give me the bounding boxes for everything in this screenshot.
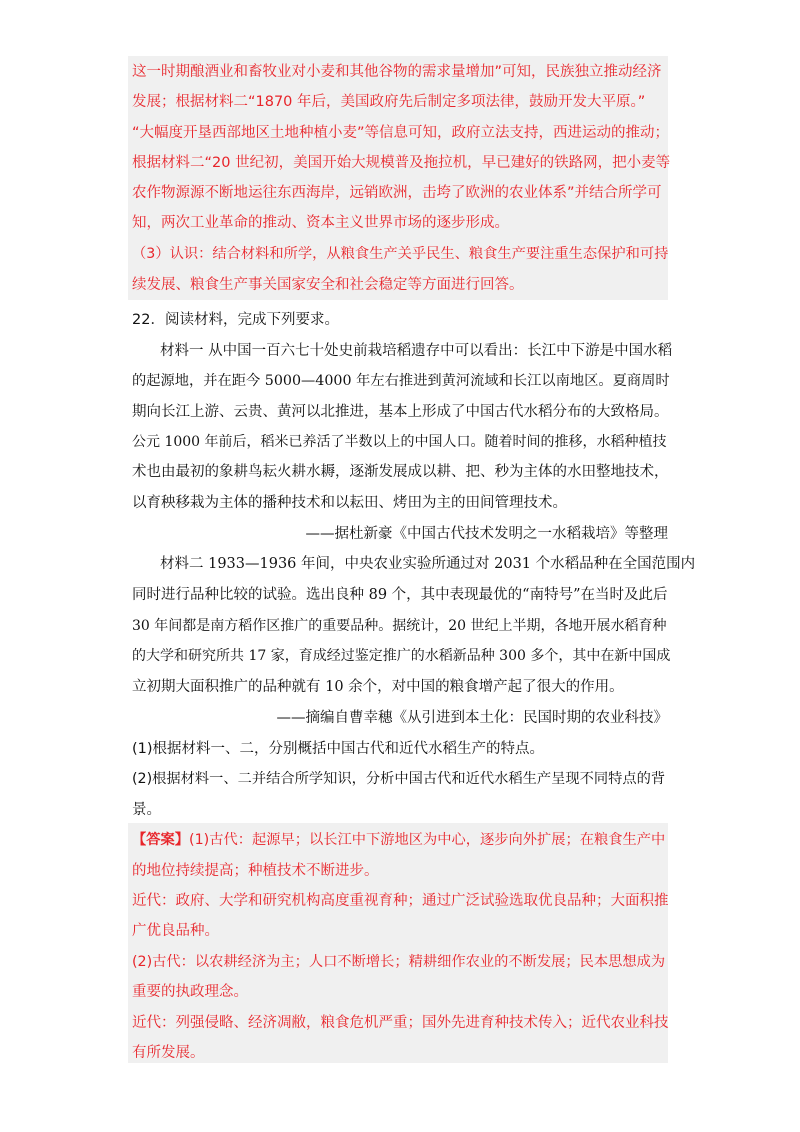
task-line: 景。 bbox=[132, 802, 161, 818]
answer-text-line: 近代：政府、大学和研究机构高度重视育种；通过广泛试验选取优良品种；大面积推 bbox=[132, 893, 669, 909]
material1-line: 术也由最初的象耕鸟耘火耕水耨，逐渐发展成以耕、把、秒为主体的水田整地技术， bbox=[132, 464, 669, 480]
material1-line: 以育秧移栽为主体的播种技术和以耘田、烤田为主的田间管理技术。 bbox=[132, 495, 567, 511]
material2-line: 材料二 1933—1936 年间，中央农业实验所通过对 2031 个水稻品种在全国范围内 bbox=[160, 556, 696, 572]
material2-line: 立初期大面积推广的品种就有 10 余个，对中国的粮食增产起了很大的作用。 bbox=[132, 679, 624, 695]
answer-text-line: 的地位持续提高；种植技术不断进步。 bbox=[132, 863, 379, 879]
material2-line: 的大学和研究所共 17 家，育成经过鉴定推广的水稻新品种 300 多个，其中在新中国成 bbox=[132, 648, 671, 664]
answer-text-line: 知，两次工业革命的推动、资本主义世界市场的逐步形成。 bbox=[132, 215, 509, 231]
material2-line: 30 年间都是南方稻作区推广的重要品种。据统计，20 世纪上半期，各地开展水稻育种 bbox=[132, 618, 667, 634]
answer-text-line: 发展；根据材料二“1870 年后，美国政府先后制定多项法律，鼓励开发大平原。” bbox=[132, 94, 646, 110]
answer-line-1 bbox=[132, 830, 665, 850]
material1-source: ——据杜新豪《中国古代技术发明之一水稻栽培》等整理 bbox=[305, 526, 668, 542]
material1-line: 材料一 从中国一百六七十处史前栽培稻遗存中可以看出：长江中下游是中国水稻 bbox=[160, 343, 673, 359]
answer-text-line: 近代：列强侵略、经济凋敝，粮食危机严重；国外先进育种技术传入；近代农业科技 bbox=[132, 1015, 669, 1031]
task-line: (2)根据材料一、二并结合所学知识，分析中国古代和近代水稻生产呈现不同特点的背 bbox=[132, 771, 666, 787]
answer-text-line: （3）认识：结合材料和所学，从粮食生产关乎民生、粮食生产要注重生态保护和可持 bbox=[132, 246, 669, 262]
answer-text-line: 续发展、粮食生产事关国家安全和社会稳定等方面进行回答。 bbox=[132, 277, 524, 293]
answer-text-line: 农作物源源不断地运往东西海岸，远销欧洲，击垮了欧洲的农业体系”并结合所学可 bbox=[132, 185, 662, 201]
task-line: (1)根据材料一、二，分别概括中国古代和近代水稻生产的特点。 bbox=[132, 741, 545, 757]
answer-text-line: 这一时期酿酒业和畜牧业对小麦和其他谷物的需求量增加”可知，民族独立推动经济 bbox=[132, 64, 662, 80]
material1-line: 的起源地，并在距今 5000—4000 年左右推进到黄河流域和长江以南地区。夏商周时 bbox=[132, 373, 670, 389]
answer-text-line: 重要的执政理念。 bbox=[132, 984, 248, 1000]
answer-text: (1)古代：起源早；以长江中下游地区为中心，逐步向外扩展；在粮食生产中 bbox=[189, 832, 666, 848]
material1-line: 期向长江上游、云贵、黄河以北推进，基本上形成了中国古代水稻分布的大致格局。 bbox=[132, 404, 669, 420]
answer-text-line: 有所发展。 bbox=[132, 1045, 205, 1061]
answer-text-line: 根据材料二“20 世纪初，美国开始大规模普及拖拉机，早已建好的铁路网，把小麦等 bbox=[132, 155, 671, 171]
material2-line: 同时进行品种比较的试验。选出良种 89 个，其中表现最优的“南特号”在当时及此后 bbox=[132, 587, 668, 603]
answer-text-line: 广优良品种。 bbox=[132, 923, 219, 939]
answer-text-line: “大幅度开垦西部地区土地种植小麦”等信息可知，政府立法支持，西进运动的推动； bbox=[132, 125, 670, 141]
material1-line: 公元 1000 年前后，稻米已养活了半数以上的中国人口。随着时间的推移，水稻种植技 bbox=[132, 434, 667, 450]
answer-tag: 【答案】 bbox=[132, 832, 190, 848]
material2-source: ——摘编自曹幸穗《从引进到本土化：民国时期的农业科技》 bbox=[276, 710, 668, 726]
answer-text-line: (2)古代：以农耕经济为主；人口不断增长；精耕细作农业的不断发展；民本思想成为 bbox=[132, 954, 666, 970]
question-header: 22．阅读材料，完成下列要求。 bbox=[132, 312, 339, 328]
